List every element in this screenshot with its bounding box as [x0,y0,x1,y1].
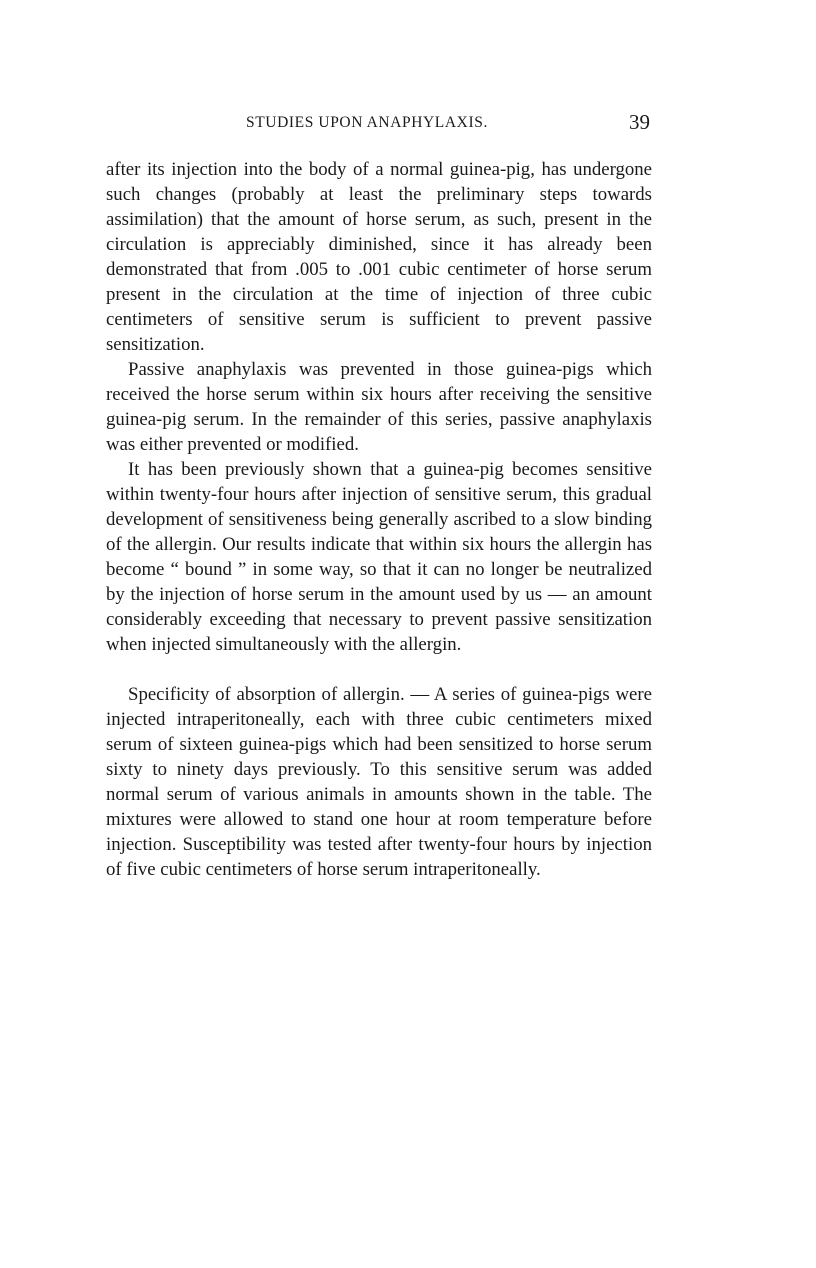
paragraph-allergin-binding: It has been previously shown that a guinea-pig becomes sensitive within twenty-four hours after injection of sensitive serum, this gradual development of sensitiveness being generally ascribed to a slow binding of the allergin. Our results indicate that within six hours the allergin has become “ bound ” in some way, so that it can no longer be neutralized by the injection of horse serum in the amount used by us — an amount considerably exceeding that necessary to prevent passive sensitization when injected simultaneously with the allergin. [106,459,652,655]
running-title: STUDIES UPON ANAPHYLAXIS. [246,114,488,131]
page-header [106,112,652,140]
page-number: 39 [629,110,650,134]
paragraph-passive-anaphylaxis: Passive anaphylaxis was prevented in those guinea-pigs which received the horse serum within six hours after receiving the sensitive guinea-pig serum. In the remainder of this series, passive anaphylaxis was either prevented or modified. [106,359,652,455]
body-text [106,157,652,882]
paragraph-specificity [106,682,652,882]
section-heading: Specificity of absorption of allergin. — [128,684,430,705]
section-text: A series of guinea-pigs were injected intraperitoneally, each with three cubic centimeters mixed serum of sixteen guinea-pigs which had been sensitized to horse serum sixty to ninety days previously. To this sensitive serum was added normal serum of various animals in amounts shown in the table. The mixtures were allowed to stand one hour at room temperature before injection. Susceptibility was tested after twenty-four hours by injection of five cubic centimeters of horse serum intraperitoneally. [106,684,652,880]
paragraph-continued: after its injection into the body of a normal guinea-pig, has undergone such changes (probably at least the preliminary steps towards assimilation) that the amount of horse serum, as such, present in the circulation is appreciably diminished, since it has already been demonstrated that from .005 to .001 cubic centimeter of horse serum present in the circulation at the time of injection of three cubic centimeters of sensitive serum is sufficient to prevent passive sensitization. [106,159,652,355]
section-break [106,657,652,682]
